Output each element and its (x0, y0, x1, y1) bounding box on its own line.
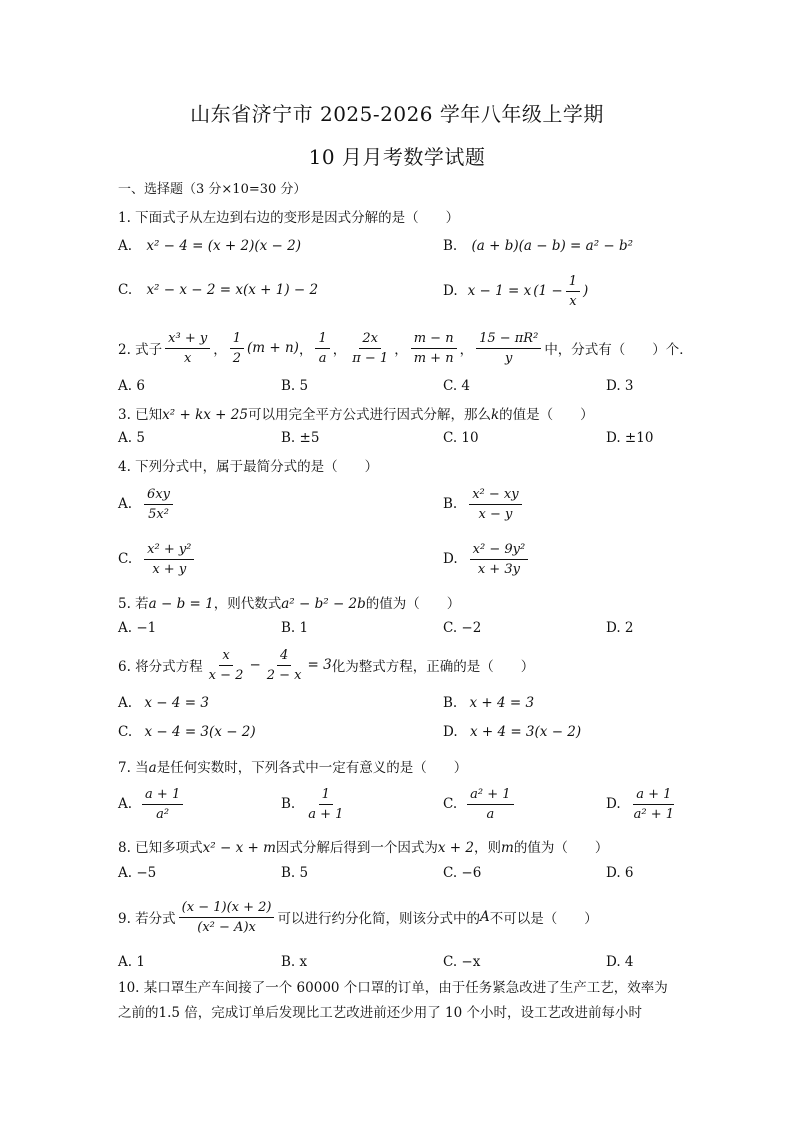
section-heading: 一、选择题（3 分×10=30 分） (118, 182, 307, 197)
question-6-stem (118, 643, 534, 687)
minus-sign: − (249, 657, 261, 673)
option-label: A. (118, 496, 133, 512)
option-label: C. (118, 282, 133, 298)
fraction (470, 541, 529, 578)
fraction-6 (476, 330, 541, 367)
question-3-option-b: B. ±5 (281, 430, 320, 446)
fraction-numerator: m − n (411, 330, 457, 349)
option-label: B. (443, 695, 458, 711)
question-7-option-d (606, 782, 680, 826)
option-expression: x − 4 = 3(x − 2) (144, 724, 256, 740)
exam-title-line2: 10 月月考数学试题 (308, 145, 486, 169)
question-9-stem (118, 894, 598, 940)
fraction-denominator: (x² − A)x (197, 919, 256, 935)
stem-middle: 因式分解后得到一个因式为 (275, 840, 438, 856)
option-expression-close: ) (583, 283, 589, 299)
fraction-numerator: x (219, 647, 232, 666)
fraction-denominator: x (569, 293, 577, 309)
option-label: B. (443, 238, 458, 254)
stem-suffix: 的值是（ ） (499, 407, 594, 423)
question-2-stem (118, 326, 693, 370)
fraction-numerator: a + 1 (633, 786, 674, 805)
fraction-numerator: a² + 1 (467, 786, 513, 805)
math-variable: a (148, 760, 157, 776)
math-condition: a − b = 1 (148, 596, 214, 612)
fraction (179, 899, 275, 936)
option-label: C. (118, 551, 133, 567)
separator: ， (298, 342, 313, 358)
math-variable: m (501, 840, 514, 856)
fraction-denominator: a² (156, 806, 170, 822)
question-4-option-a (118, 482, 176, 526)
question-3-option-a: A. 5 (118, 430, 145, 446)
fraction-denominator: x + 3y (477, 561, 520, 577)
fraction (144, 541, 194, 578)
stem-suffix: 化为整式方程，正确的是（ ） (331, 659, 535, 675)
option-label: D. (606, 796, 621, 812)
stem-prefix: 6. 将分式方程 (118, 659, 203, 675)
question-7-option-b (281, 782, 349, 826)
option-expression: x − 4 = 3 (144, 695, 209, 711)
fraction-numerator: 2x (359, 330, 381, 349)
option-expression: x + 4 = 3 (469, 695, 535, 711)
option-label: C. (443, 796, 458, 812)
fraction-numerator: x² + y² (144, 541, 194, 560)
question-8-option-c: C. −6 (443, 865, 482, 881)
fraction-denominator: π − 1 (352, 350, 389, 366)
fraction (566, 273, 580, 310)
stem-middle-2: ，则 (474, 840, 502, 856)
fraction-numerator: x² − xy (469, 486, 521, 505)
fraction-denominator: 2 (232, 350, 241, 366)
question-4-option-b (443, 482, 525, 526)
question-5-option-b: B. 1 (281, 620, 309, 636)
question-1-option-c (118, 282, 318, 298)
stem-suffix: 不可以是（ ） (489, 911, 598, 927)
fraction-numerator: 4 (277, 647, 291, 666)
fraction-numerator: 6xy (144, 486, 173, 505)
option-expression: x² − x − 2 = x(x + 1) − 2 (146, 282, 319, 298)
question-1-option-a (118, 238, 301, 254)
separator: ， (213, 342, 227, 358)
fraction-denominator: m + n (413, 350, 454, 366)
stem-prefix: 8. 已知多项式 (118, 840, 203, 856)
question-4-option-d (443, 537, 531, 581)
stem-prefix: 5. 若 (118, 596, 149, 612)
fraction-denominator: a (486, 806, 495, 822)
fraction-2 (230, 330, 244, 367)
question-9-option-c: C. −x (443, 954, 481, 970)
math-expression: a² − b² − 2b (281, 596, 366, 612)
question-9-option-a: A. 1 (118, 954, 145, 970)
fraction-5 (411, 330, 457, 367)
fraction-numerator: (x − 1)(x + 2) (179, 899, 275, 918)
question-6-option-d (443, 724, 581, 740)
fraction-denominator: a + 1 (308, 806, 344, 822)
question-7-option-c (443, 782, 517, 826)
question-1-option-b (443, 238, 633, 254)
question-9-option-d: D. 4 (606, 954, 634, 970)
question-1-option-d (443, 268, 588, 314)
question-7-stem (118, 756, 467, 776)
question-2-option-b: B. 5 (281, 378, 309, 394)
fraction-numerator: x³ + y (165, 330, 210, 349)
option-expression: x + 4 = 3(x − 2) (469, 724, 582, 740)
fraction-4 (349, 330, 391, 367)
option-label: B. (443, 496, 458, 512)
fraction-2 (264, 647, 305, 684)
fraction-denominator: 2 − x (266, 667, 302, 683)
option-label: D. (443, 724, 458, 740)
separator: ， (459, 342, 474, 358)
stem-middle: ，则代数式 (213, 596, 282, 612)
option-label: A. (118, 695, 133, 711)
exam-title-line1: 山东省济宁市 2025-2026 学年八年级上学期 (190, 102, 604, 126)
question-2-option-a: A. 6 (118, 378, 145, 394)
fraction (631, 786, 677, 823)
question-9-option-b: B. x (281, 954, 308, 970)
question-10-text: 10. 某口罩生产车间接了一个 60000 个口罩的订单，由于任务紧急改进了生产工艺，效率为之前的1.5 倍，完成订单后发现比工艺改进前还少用了 10 个小时，设工艺改进前每小时 (118, 980, 668, 1021)
option-label: D. (443, 551, 458, 567)
fraction-3 (315, 330, 329, 367)
option-expression: x − 1 = x (467, 283, 532, 299)
separator: ， (332, 342, 347, 358)
fraction-denominator: x + y (152, 561, 187, 577)
option-label: A. (118, 796, 133, 812)
question-5-option-a: A. −1 (118, 620, 157, 636)
fraction-numerator: 15 − πR² (476, 330, 541, 349)
math-variable: A (479, 909, 490, 925)
question-8-option-b: B. 5 (281, 865, 309, 881)
math-factor: x + 2 (437, 840, 475, 856)
stem-suffix: 是任何实数时，下列各式中一定有意义的是（ ） (156, 760, 468, 776)
question-5-option-d: D. 2 (606, 620, 634, 636)
fraction-numerator: x² − 9y² (470, 541, 529, 560)
stem-suffix: 的值为（ ） (513, 840, 609, 856)
fraction-1 (206, 647, 247, 684)
fraction-denominator: y (505, 350, 513, 366)
fraction-numerator: 1 (315, 330, 329, 349)
fraction (144, 486, 173, 523)
question-6-option-a (118, 695, 209, 711)
fraction (142, 786, 183, 823)
question-2-option-c: C. 4 (443, 378, 471, 394)
fraction-2-tail: (m + n) (247, 340, 299, 356)
option-expression: x² − 4 = (x + 2)(x − 2) (146, 238, 302, 254)
option-label: C. (118, 724, 133, 740)
option-label: D. (443, 283, 458, 299)
math-expression: x² + kx + 25 (162, 407, 248, 423)
stem-suffix: 的值为（ ） (365, 596, 461, 612)
math-expression: x² − x + m (202, 840, 276, 856)
question-2-option-d: D. 3 (606, 378, 634, 394)
question-8-stem (118, 836, 608, 856)
question-5-option-c: C. −2 (443, 620, 482, 636)
stem-prefix: 2. 式子 (118, 342, 163, 358)
fraction-denominator: x − 2 (208, 667, 244, 683)
question-3-stem (118, 403, 594, 423)
question-3-option-c: C. 10 (443, 430, 479, 446)
stem-middle: 可以用完全平方公式进行因式分解，那么 (247, 407, 491, 423)
fraction-1 (165, 330, 210, 367)
fraction-denominator: a (318, 350, 327, 366)
option-expression: (a + b)(a − b) = a² − b² (471, 238, 634, 254)
question-4-option-c (118, 537, 197, 581)
fraction-denominator: x − y (478, 506, 513, 522)
fraction-numerator: 1 (230, 330, 244, 349)
fraction-denominator: x (184, 350, 192, 366)
question-6-option-c (118, 724, 256, 740)
fraction-numerator: 1 (566, 273, 580, 292)
option-label: A. (118, 238, 133, 254)
option-expression-open: (1 − (533, 283, 563, 299)
question-5-stem (118, 592, 460, 612)
stem-middle: 可以进行约分化简，则该分式中的 (277, 911, 480, 927)
fraction (305, 786, 346, 823)
fraction-denominator: 5x² (148, 506, 169, 522)
fraction (467, 786, 513, 823)
option-label: B. (281, 796, 296, 812)
question-6-option-b (443, 695, 534, 711)
equals-three: = 3 (307, 657, 332, 673)
fraction-denominator: a² + 1 (633, 806, 675, 822)
question-8-option-d: D. 6 (606, 865, 634, 881)
question-7-option-a (118, 782, 186, 826)
stem-prefix: 9. 若分式 (118, 911, 176, 927)
fraction-numerator: 1 (319, 786, 333, 805)
question-3-option-d: D. ±10 (606, 430, 654, 446)
stem-prefix: 7. 当 (118, 760, 149, 776)
math-variable: k (490, 407, 500, 423)
fraction (469, 486, 521, 523)
stem-suffix: 中，分式有（ ）个． (544, 342, 693, 358)
fraction-numerator: a + 1 (142, 786, 183, 805)
question-1-stem: 1. 下面式子从左边到右边的变形是因式分解的是（ ） (118, 210, 460, 226)
separator: ， (394, 342, 408, 358)
question-8-option-a: A. −5 (118, 865, 157, 881)
question-4-stem: 4. 下列分式中，属于最简分式的是（ ） (118, 459, 379, 475)
stem-prefix: 3. 已知 (118, 407, 163, 423)
